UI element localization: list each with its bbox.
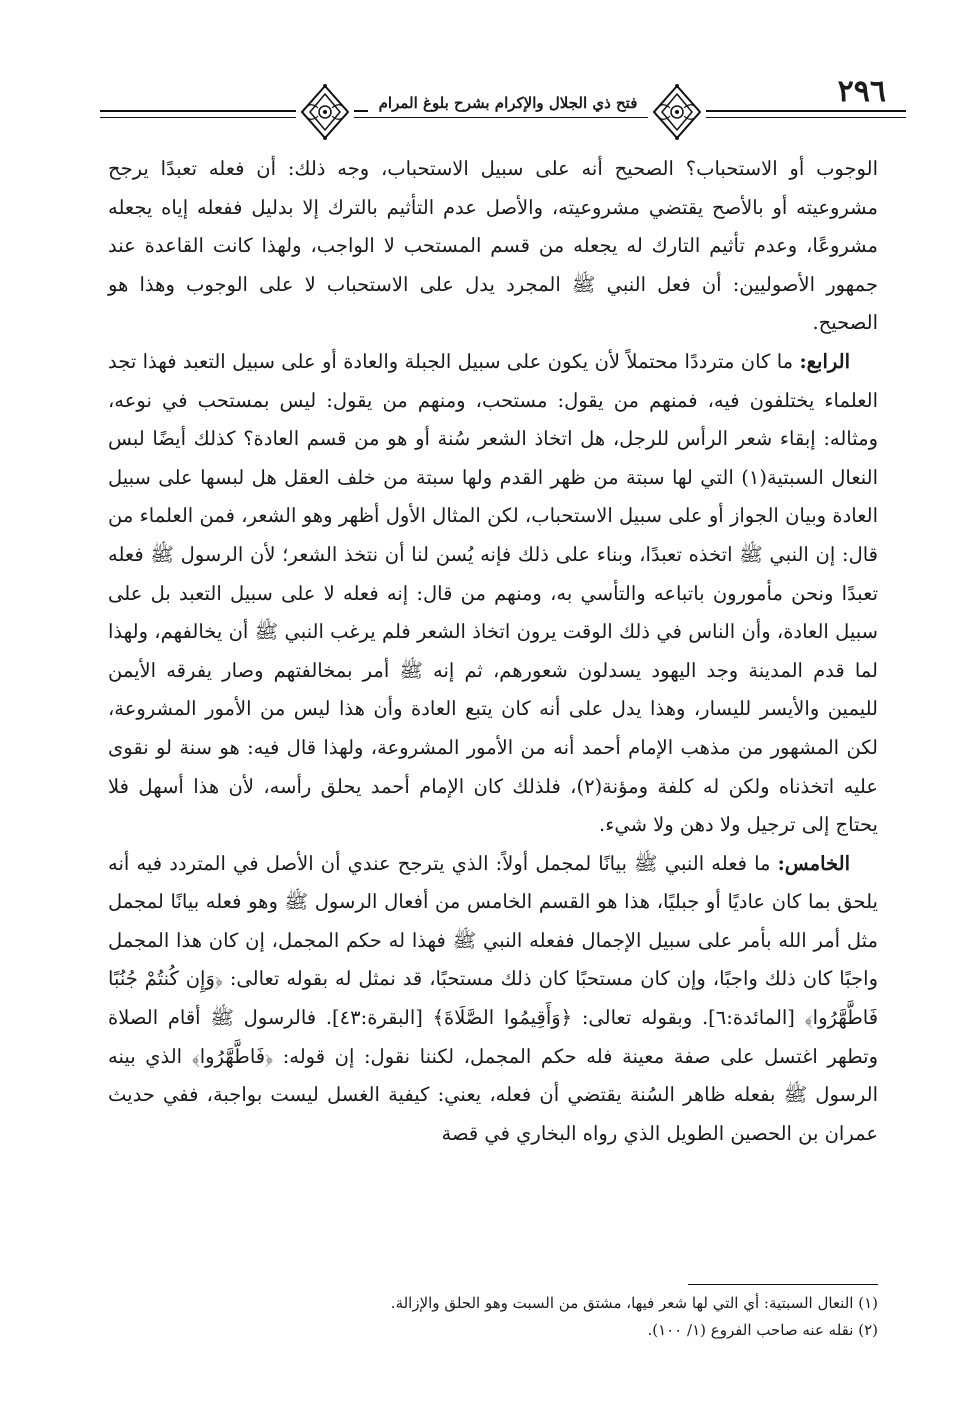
running-title: فتح ذي الجلال والإكرام بشرح بلوغ المرام bbox=[368, 92, 648, 114]
paragraph bbox=[108, 343, 878, 845]
footnote: (١) النعال السبتية: أي التي لها شعر فيها، مشتق من السبت وهو الحلق والإزالة. bbox=[390, 1294, 878, 1312]
page-header bbox=[100, 74, 906, 154]
page-number: ٢٩٦ bbox=[832, 74, 892, 109]
main-text bbox=[108, 150, 878, 1153]
paragraph-text: ما كان مترددًا محتملاً لأن يكون على سبيل الجبلة والعادة أو على سبيل التعبد فهذا تجد العلماء يختلفون فيه، فمنهم من يقول: مستحب، ومنهم من يقول: ليس بمستحب في نوعه، ومثاله: إبقاء شعر الرأس للرجل، هل اتخاذ الشعر سُنة أو هو من قسم العادة؟ كذلك أيضًا لبس النعال السبتية(١) التي لها سبتة من ظهر القدم ولها سبتة من خلف العقل هل لبسها على سبيل العادة وبيان الجواز أو على سبيل الاستحباب، لكن المثال الأول أظهر وهو الشعر، فمن العلماء من قال: إن النبي ﷺ اتخذه تعبدًا، وبناء على ذلك فإنه يُسن لنا أن نتخذ الشعر؛ لأن الرسول ﷺ فعله تعبدًا ونحن مأمورون باتباعه والتأسي به، ومنهم من قال: إنه فعله لا على سبيل التعبد بل على سبيل العادة، وأن الناس في ذلك الوقت يرون اتخاذ الشعر فلم يرغب النبي ﷺ أن يخالفهم، ولهذا لما قدم المدينة وجد اليهود يسدلون شعورهم، ثم إنه ﷺ أمر بمخالفتهم وصار يفرقه الأيمن لليمين والأيسر لليسار، وهذا يدل على أنه كان يتبع العادة وأن هذا ليس من الأمور المشروعة، لكن المشهور من مذهب الإمام أحمد أنه من الأمور المشروعة، ولهذا قال فيه: هو سنة لو نقوى عليه اتخذناه ولكن له كلفة ومؤنة(٢)، فلذلك كان الإمام أحمد يحلق رأسه، لأن هذا أسهل فلا يحتاج إلى ترجيل ولا دهن ولا شيء. bbox=[108, 349, 878, 837]
arabesque-ornament-icon bbox=[296, 82, 354, 142]
paragraph bbox=[108, 150, 878, 343]
arabesque-ornament-icon bbox=[648, 82, 706, 142]
paragraph-text: ما فعله النبي ﷺ بيانًا لمجمل أولاً: الذي يترجح عندي أن الأصل في المتردد فيه أنه يلحق بما كان عاديًا أو جبليًا، هذا هو القسم الخامس من أفعال الرسول ﷺ وهو فعله بيانًا لمجمل مثل أمر الله بأمر على سبيل الإجمال ففعله النبي ﷺ فهذا له حكم المجمل، إن كان هذا المجمل واجبًا كان ذلك واجبًا، وإن كان مستحبًا كان ذلك مستحبًا، قد نمثل له بقوله تعالى: ﴿وَإِن كُنتُمْ جُنُبًا فَاطَّهَّرُوا﴾ [المائدة:٦]. وبقوله تعالى: ﴿وَأَقِيمُوا الصَّلَاةَ﴾ [البقرة:٤٣]. فالرسول ﷺ أقام الصلاة وتطهر اغتسل على صفة معينة فله حكم المجمل، لكننا نقول: إن قوله: ﴿فَاطَّهَّرُوا﴾ الذي بينه الرسول ﷺ بفعله ظاهر السُنة يقتضي أن فعله، يعني: كيفية الغسل ليست بواجبة، ففي حديث عمران بن الحصين الطويل الذي رواه البخاري في قصة bbox=[108, 851, 879, 1145]
footnotes bbox=[108, 1290, 878, 1344]
paragraph-lead: الرابع: bbox=[799, 349, 850, 373]
paragraph-text: الوجوب أو الاستحباب؟ الصحيح أنه على سبيل الاستحباب، وجه ذلك: أن فعله تعبدًا يرجح مشروعيته أو بالأصح يقتضي مشروعيته، والأصل عدم التأثيم بالترك إلا بدليل ففعله إياه يجعله مشروعًا، وعدم تأثيم التارك له يجعله من قسم المستحب لا الواجب، ولهذا كانت القاعدة عند جمهور الأصوليين: أن فعل النبي ﷺ المجرد يدل على الاستحباب لا على الوجوب وهذا هو الصحيح. bbox=[108, 157, 878, 335]
paragraph bbox=[108, 845, 878, 1154]
footnote-separator bbox=[688, 1284, 878, 1285]
footnote: (٢) نقله عنه صاحب الفروع (١/ ١٠٠). bbox=[647, 1321, 878, 1339]
paragraph-lead: الخامس: bbox=[777, 851, 850, 875]
header-rule-thin bbox=[100, 117, 906, 118]
